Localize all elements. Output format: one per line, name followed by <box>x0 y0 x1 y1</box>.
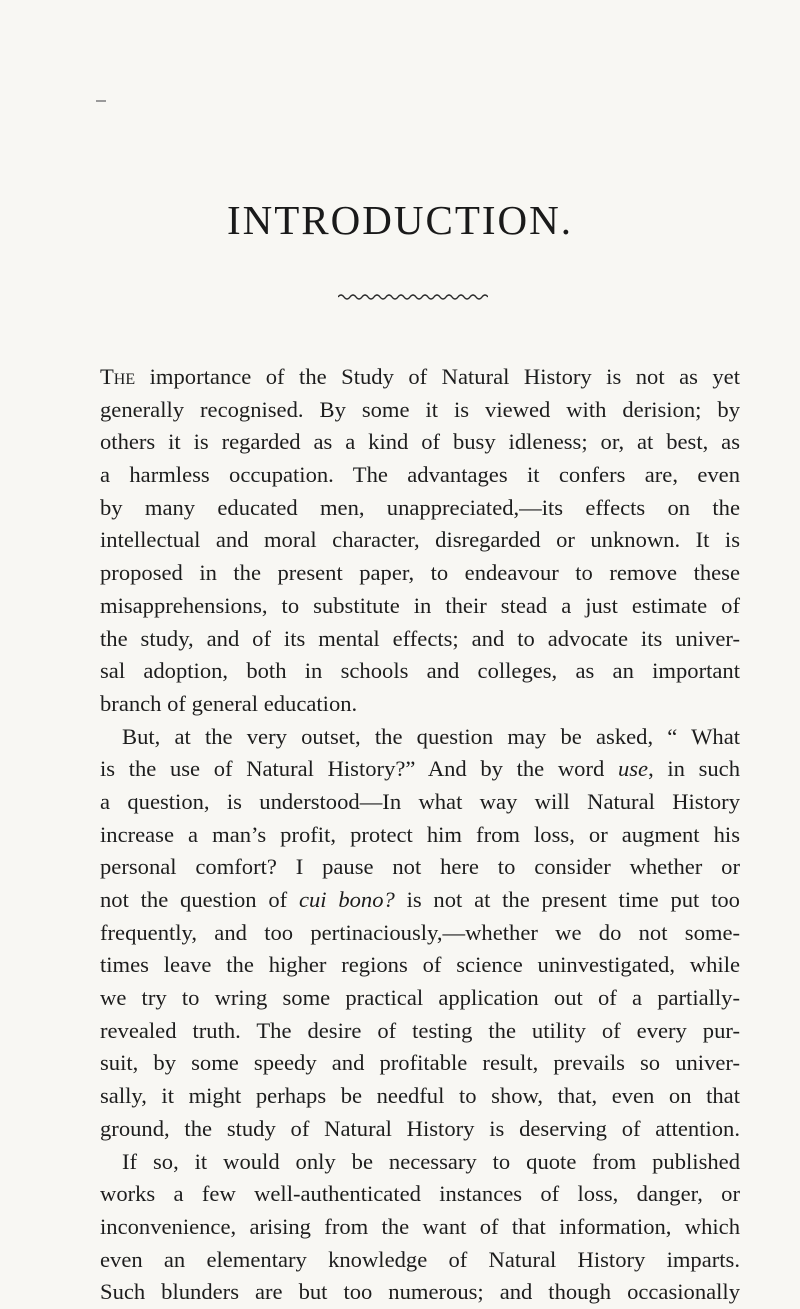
text-line: sal adoption, both in schools and colleges, as an important <box>100 658 740 684</box>
text-line: The importance of the Study of Natural History is not as yet <box>100 364 740 389</box>
text-line: intellectual and moral character, disregarded or unknown. It is <box>100 527 740 553</box>
text-line: If so, it would only be necessary to quote from published <box>122 1148 740 1174</box>
text-line: by many educated men, unappreciated,—its effects on the <box>100 494 740 520</box>
opening-word: The <box>100 364 136 389</box>
text-line: revealed truth. The desire of testing the utility of every pur- <box>100 1017 740 1043</box>
text-line: increase a man’s profit, protect him from loss, or augment his <box>100 821 740 847</box>
text-line: suit, by some speedy and profitable result, prevails so univer- <box>100 1050 740 1076</box>
text-line: frequently, and too pertinaciously,—whether we do not some- <box>100 919 740 945</box>
text-line: inconvenience, arising from the want of that information, which <box>100 1213 740 1239</box>
text-line: the study, and of its mental effects; and to advocate its univer- <box>100 625 740 651</box>
text-line: personal comfort? I pause not here to consider whether or <box>100 854 740 880</box>
text-line: ground, the study of Natural History is deserving of attention. <box>100 1115 740 1141</box>
print-mark <box>96 100 106 102</box>
text-line: sally, it might perhaps be needful to show, that, even on that <box>100 1083 740 1109</box>
text-line: even an elementary knowledge of Natural History imparts. <box>100 1246 740 1272</box>
text-line: Such blunders are but too numerous; and though occasionally <box>100 1279 740 1305</box>
italic-phrase: cui bono? <box>298 887 395 912</box>
italic-word: use <box>617 756 649 782</box>
text-line: a question, is understood—In what way will Natural History <box>100 788 740 814</box>
text-line: is the use of Natural History?” And by the word use, in such <box>100 756 740 782</box>
text-line: branch of general education. <box>100 690 358 716</box>
text-line: times leave the higher regions of science uninvestigated, while <box>100 952 740 978</box>
text-line: others it is regarded as a kind of busy idleness; or, at best, as <box>100 429 740 455</box>
text-line: But, at the very outset, the question may be asked, “ What <box>122 723 740 749</box>
wavy-rule-ornament <box>338 292 488 302</box>
text-line: proposed in the present paper, to endeavour to remove these <box>100 560 740 586</box>
text-line: we try to wring some practical application out of a partially- <box>100 985 740 1011</box>
text-line: generally recognised. By some it is viewed with derision; by <box>100 396 740 422</box>
text-line: not the question of cui bono? is not at the present time put too <box>100 887 740 912</box>
chapter-heading: INTRODUCTION. <box>227 197 573 243</box>
text-line: works a few well-authenticated instances of loss, danger, or <box>100 1181 740 1207</box>
body-text <box>100 361 740 1309</box>
text-line: a harmless occupation. The advantages it confers are, even <box>100 462 740 488</box>
text-line: misapprehensions, to substitute in their stead a just estimate of <box>100 592 740 618</box>
